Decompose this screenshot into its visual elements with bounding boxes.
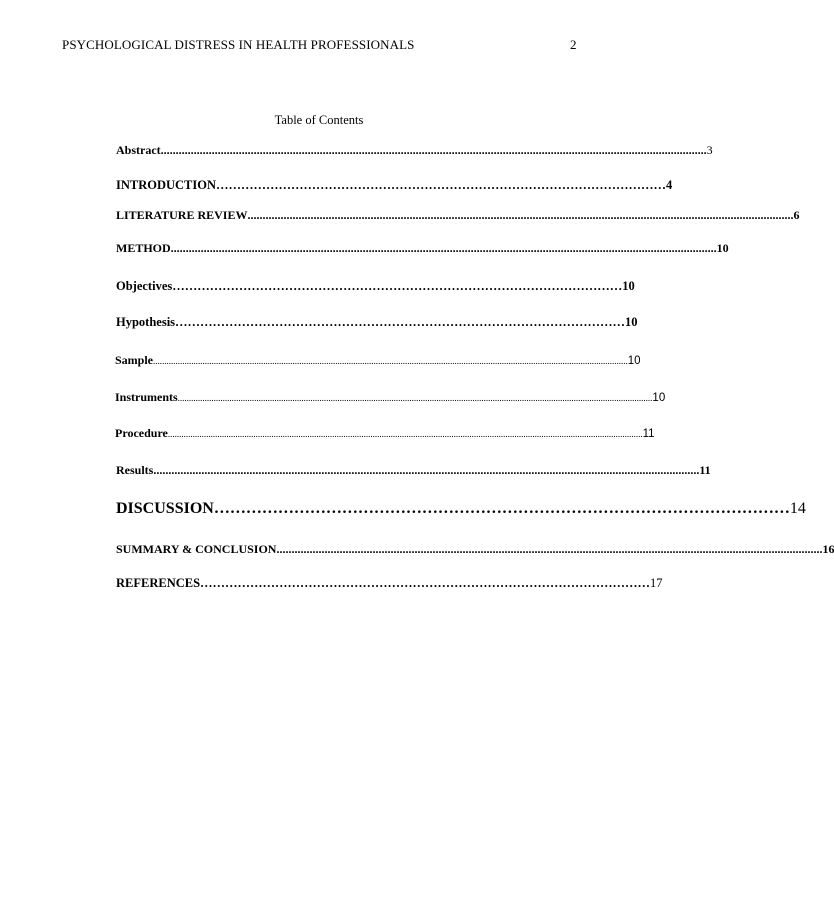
- toc-entry-leader: ......................................................................................................................................................................................: [276, 542, 823, 556]
- toc-entry-page: 6: [793, 208, 800, 222]
- toc-entry-leader: ………………………………………………………………………………………………: [216, 178, 667, 192]
- toc-title: Table of Contents: [274, 113, 364, 127]
- toc-entry-references[interactable]: [116, 576, 663, 591]
- toc-entry-page: 10: [652, 392, 666, 404]
- toc-entry-leader: ......................................................................................................................................................................................: [170, 241, 717, 255]
- toc-entry-leader: ...................................................................................................................................................................................................................: [177, 393, 653, 403]
- toc-entry-label: Objectives: [116, 279, 173, 293]
- toc-entry-instruments[interactable]: [115, 390, 666, 405]
- toc-entry-label: INTRODUCTION: [116, 178, 217, 192]
- toc-entry-introduction[interactable]: [116, 178, 673, 193]
- toc-entry-page: 11: [642, 428, 655, 440]
- toc-entry-procedure[interactable]: [115, 426, 655, 441]
- toc-entry-label: Hypothesis: [116, 315, 176, 329]
- toc-entry-sample[interactable]: [115, 353, 641, 368]
- toc-entry-label: Procedure: [115, 426, 168, 440]
- running-head: PSYCHOLOGICAL DISTRESS IN HEALTH PROFESSIONALS: [62, 37, 415, 52]
- toc-entry-literature-review[interactable]: [116, 208, 800, 223]
- toc-entry-label: SUMMARY & CONCLUSION: [116, 542, 277, 556]
- toc-entry-leader: ...................................................................................................................................................................................................................: [153, 356, 628, 366]
- toc-entry-leader: ......................................................................................................................................................................................: [247, 208, 794, 222]
- toc-entry-leader: ………………………………………………………………………………………………: [175, 315, 626, 329]
- page-number: 2: [570, 37, 577, 52]
- toc-entry-leader: ………………………………………………………………………………………………: [213, 500, 790, 517]
- toc-entry-abstract[interactable]: [116, 143, 713, 158]
- toc-entry-page: 10: [625, 315, 638, 329]
- toc-entry-label: LITERATURE REVIEW: [116, 208, 248, 222]
- toc-entry-method[interactable]: [116, 241, 729, 256]
- toc-entry-page: 4: [666, 178, 673, 192]
- toc-entry-label: REFERENCES: [116, 576, 201, 590]
- toc-entry-summary-conclusion[interactable]: [116, 542, 834, 557]
- toc-entry-objectives[interactable]: [116, 279, 635, 294]
- toc-entry-leader: ......................................................................................................................................................................................: [160, 143, 707, 157]
- toc-entry-label: Sample: [115, 353, 154, 367]
- toc-entry-page: 11: [699, 463, 711, 477]
- toc-entry-page: 10: [622, 279, 635, 293]
- toc-entry-label: Results: [116, 463, 154, 477]
- toc-entry-page: 16: [822, 542, 834, 556]
- toc-entry-page: 10: [716, 241, 729, 255]
- toc-entry-page: 17: [650, 576, 663, 590]
- toc-entry-results[interactable]: [116, 463, 711, 478]
- toc-entry-label: Instruments: [115, 390, 178, 404]
- toc-entry-leader: ...................................................................................................................................................................................................................: [167, 429, 643, 439]
- toc-entry-page: 10: [627, 355, 641, 367]
- toc-entry-label: DISCUSSION: [116, 500, 214, 517]
- toc-entry-leader: ………………………………………………………………………………………………: [200, 576, 651, 590]
- toc-entry-discussion[interactable]: [116, 500, 806, 518]
- toc-entry-label: Abstract: [116, 143, 161, 157]
- toc-entry-hypothesis[interactable]: [116, 315, 638, 330]
- toc-entry-page: 14: [789, 500, 806, 517]
- toc-entry-page: 3: [706, 143, 713, 157]
- toc-entry-label: METHOD: [116, 241, 171, 255]
- toc-entry-leader: ………………………………………………………………………………………………: [172, 279, 623, 293]
- toc-entry-leader: ......................................................................................................................................................................................: [153, 463, 700, 477]
